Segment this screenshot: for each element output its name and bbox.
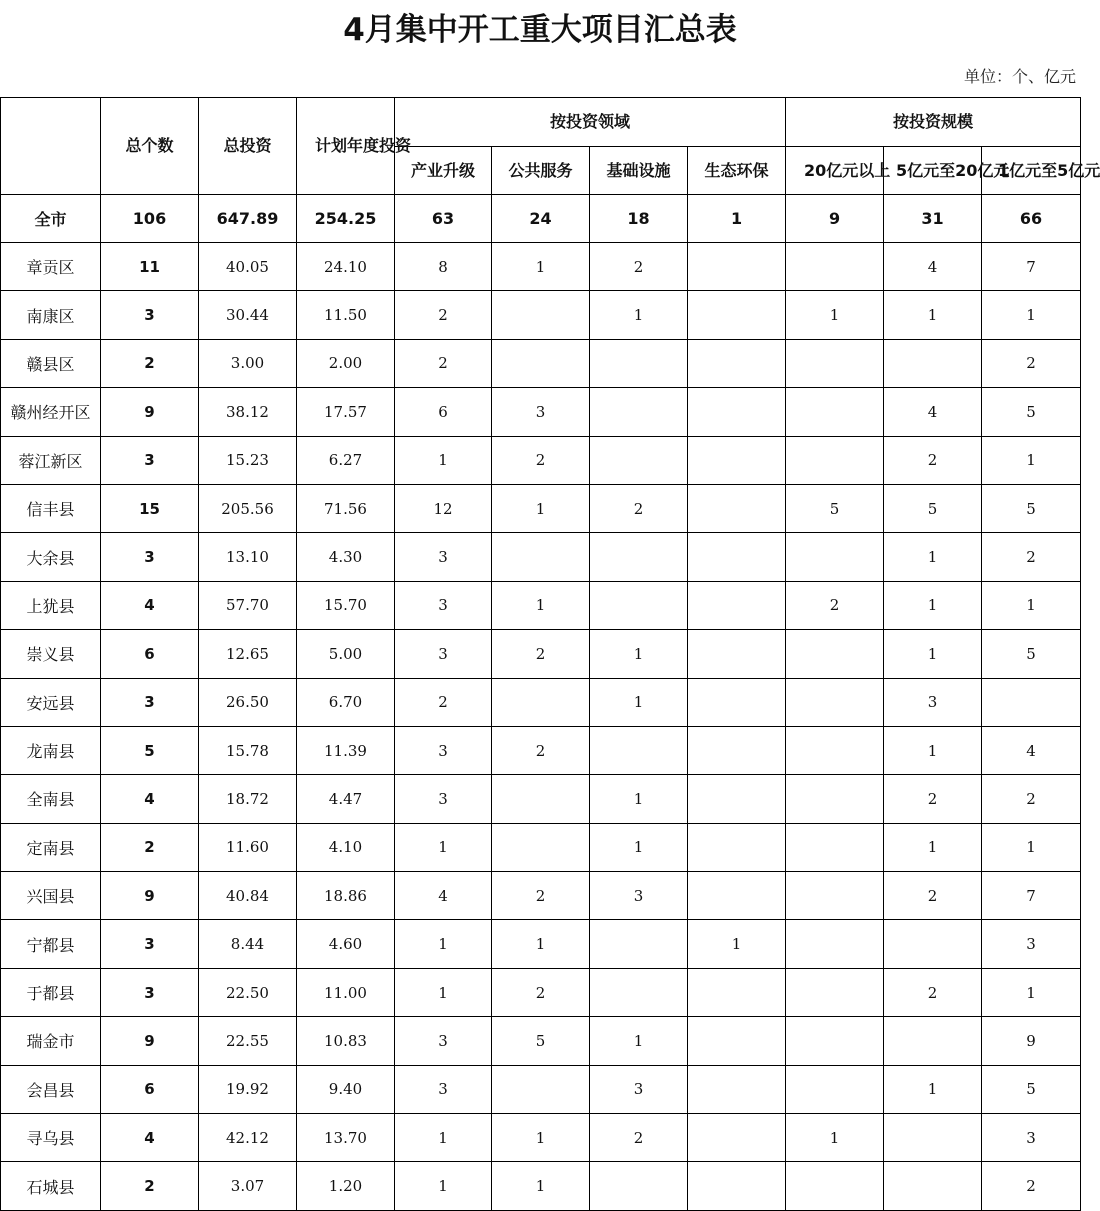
row-field-industry: 2 [395,339,492,387]
row-field-eco [688,1017,786,1065]
row-count: 2 [101,339,199,387]
row-field-industry: 3 [395,533,492,581]
row-field-industry: 1 [395,920,492,968]
row-count: 9 [101,388,199,436]
table-row [1,436,1081,484]
row-field-public: 2 [492,872,590,920]
total-annual: 254.25 [297,195,395,243]
row-count: 2 [101,823,199,871]
row-investment: 30.44 [199,291,297,339]
row-name: 寻乌县 [1,1114,101,1162]
total-field-public: 24 [492,195,590,243]
row-scale-1to5: 9 [982,1017,1081,1065]
row-investment: 12.65 [199,630,297,678]
row-field-infra [590,920,688,968]
row-field-eco [688,1065,786,1113]
table-row [1,1114,1081,1162]
row-name: 全南县 [1,775,101,823]
row-scale-20plus [786,1017,884,1065]
row-annual: 4.47 [297,775,395,823]
row-investment: 19.92 [199,1065,297,1113]
header-corner [1,98,101,195]
table-row [1,823,1081,871]
row-field-industry: 8 [395,243,492,291]
row-field-eco [688,775,786,823]
row-annual: 18.86 [297,872,395,920]
row-scale-5to20: 2 [884,968,982,1016]
row-field-infra [590,581,688,629]
row-annual: 15.70 [297,581,395,629]
table-row [1,678,1081,726]
row-field-infra: 2 [590,243,688,291]
row-scale-1to5: 1 [982,968,1081,1016]
row-field-infra [590,968,688,1016]
row-scale-1to5: 4 [982,726,1081,774]
row-scale-20plus [786,533,884,581]
row-field-eco [688,339,786,387]
row-field-eco [688,823,786,871]
row-field-public: 1 [492,243,590,291]
row-investment: 18.72 [199,775,297,823]
row-field-public: 3 [492,388,590,436]
row-count: 9 [101,1017,199,1065]
header-total-investment: 总投资 [199,98,297,195]
row-scale-1to5: 5 [982,1065,1081,1113]
row-scale-20plus [786,388,884,436]
row-field-public [492,775,590,823]
row-annual: 1.20 [297,1162,395,1210]
table-row [1,1162,1081,1210]
row-count: 3 [101,968,199,1016]
row-field-eco [688,1162,786,1210]
row-field-industry: 1 [395,436,492,484]
row-scale-5to20: 2 [884,872,982,920]
row-scale-1to5: 1 [982,823,1081,871]
row-field-eco [688,872,786,920]
table-row [1,630,1081,678]
table-row [1,1017,1081,1065]
table-row [1,726,1081,774]
row-field-infra: 1 [590,1017,688,1065]
row-investment: 38.12 [199,388,297,436]
row-annual: 10.83 [297,1017,395,1065]
row-scale-20plus [786,436,884,484]
row-field-eco [688,630,786,678]
row-annual: 13.70 [297,1114,395,1162]
row-scale-1to5: 2 [982,533,1081,581]
row-scale-20plus [786,339,884,387]
row-count: 3 [101,436,199,484]
header-field-industry: 产业升级 [395,147,492,195]
row-scale-20plus: 5 [786,484,884,532]
row-scale-1to5: 3 [982,920,1081,968]
row-field-public: 1 [492,484,590,532]
unit-note: 单位：个、亿元 [963,67,1076,86]
row-field-public [492,823,590,871]
row-name: 石城县 [1,1162,101,1210]
row-scale-5to20: 1 [884,823,982,871]
row-annual: 4.10 [297,823,395,871]
row-annual: 71.56 [297,484,395,532]
page-title: 4月集中开工重大项目汇总表 [343,12,737,48]
row-field-infra: 1 [590,678,688,726]
row-scale-5to20: 1 [884,1065,982,1113]
row-name: 章贡区 [1,243,101,291]
table-row [1,388,1081,436]
row-field-public: 1 [492,581,590,629]
row-scale-20plus [786,1065,884,1113]
table-row [1,775,1081,823]
row-investment: 40.84 [199,872,297,920]
row-scale-5to20: 1 [884,291,982,339]
row-field-infra: 1 [590,291,688,339]
row-annual: 6.70 [297,678,395,726]
row-scale-5to20 [884,920,982,968]
row-annual: 11.39 [297,726,395,774]
header-by-field: 按投资领域 [395,98,786,147]
row-count: 3 [101,291,199,339]
row-field-industry: 1 [395,823,492,871]
row-count: 15 [101,484,199,532]
row-field-public: 1 [492,920,590,968]
row-investment: 8.44 [199,920,297,968]
row-field-public [492,678,590,726]
table-row [1,920,1081,968]
row-field-infra [590,339,688,387]
row-field-public [492,291,590,339]
row-field-infra [590,533,688,581]
row-investment: 42.12 [199,1114,297,1162]
row-investment: 22.50 [199,968,297,1016]
table-row [1,484,1081,532]
row-field-public [492,339,590,387]
row-field-eco: 1 [688,920,786,968]
row-name: 瑞金市 [1,1017,101,1065]
row-scale-1to5: 3 [982,1114,1081,1162]
header-field-infra: 基础设施 [590,147,688,195]
row-field-public: 1 [492,1162,590,1210]
row-field-eco [688,678,786,726]
row-scale-1to5: 7 [982,243,1081,291]
row-field-public: 2 [492,726,590,774]
row-count: 2 [101,1162,199,1210]
header-scale-1to5: 1亿元至5亿元 [982,147,1081,195]
row-investment: 40.05 [199,243,297,291]
row-field-infra: 1 [590,823,688,871]
row-investment: 3.00 [199,339,297,387]
row-scale-5to20: 3 [884,678,982,726]
total-row [1,195,1081,243]
row-scale-20plus [786,968,884,1016]
row-name: 龙南县 [1,726,101,774]
row-scale-1to5: 7 [982,872,1081,920]
row-annual: 6.27 [297,436,395,484]
row-name: 定南县 [1,823,101,871]
row-field-industry: 2 [395,678,492,726]
row-scale-5to20 [884,1114,982,1162]
row-investment: 13.10 [199,533,297,581]
table-row [1,581,1081,629]
table-row [1,291,1081,339]
row-name: 赣县区 [1,339,101,387]
row-investment: 15.23 [199,436,297,484]
row-count: 3 [101,533,199,581]
total-scale-5to20: 31 [884,195,982,243]
row-count: 4 [101,1114,199,1162]
row-field-industry: 1 [395,1114,492,1162]
row-scale-1to5: 2 [982,339,1081,387]
row-scale-5to20 [884,339,982,387]
row-scale-20plus [786,726,884,774]
row-field-industry: 3 [395,726,492,774]
row-field-infra [590,726,688,774]
row-scale-20plus [786,823,884,871]
row-field-eco [688,968,786,1016]
row-field-industry: 2 [395,291,492,339]
row-field-industry: 3 [395,775,492,823]
row-scale-1to5: 2 [982,775,1081,823]
row-scale-1to5: 2 [982,1162,1081,1210]
table-row [1,968,1081,1016]
row-name: 上犹县 [1,581,101,629]
total-field-industry: 63 [395,195,492,243]
row-annual: 17.57 [297,388,395,436]
row-investment: 15.78 [199,726,297,774]
row-investment: 11.60 [199,823,297,871]
row-scale-5to20: 5 [884,484,982,532]
row-field-industry: 12 [395,484,492,532]
row-scale-20plus [786,678,884,726]
row-name: 兴国县 [1,872,101,920]
row-annual: 11.00 [297,968,395,1016]
row-scale-20plus [786,775,884,823]
row-field-infra: 1 [590,630,688,678]
header-planned-annual: 计划年度投资 [297,98,395,195]
row-name: 南康区 [1,291,101,339]
row-scale-20plus: 1 [786,1114,884,1162]
row-scale-20plus: 2 [786,581,884,629]
row-field-eco [688,484,786,532]
row-field-infra: 3 [590,872,688,920]
row-name: 于都县 [1,968,101,1016]
row-scale-1to5: 5 [982,388,1081,436]
row-count: 11 [101,243,199,291]
row-field-industry: 3 [395,1065,492,1113]
row-field-public: 5 [492,1017,590,1065]
row-scale-5to20: 1 [884,581,982,629]
row-scale-1to5: 1 [982,581,1081,629]
row-scale-1to5: 1 [982,436,1081,484]
row-annual: 4.30 [297,533,395,581]
total-count: 106 [101,195,199,243]
row-investment: 26.50 [199,678,297,726]
row-field-public: 2 [492,630,590,678]
row-field-eco [688,1114,786,1162]
row-name: 信丰县 [1,484,101,532]
row-field-public [492,533,590,581]
row-annual: 2.00 [297,339,395,387]
row-field-eco [688,533,786,581]
row-field-industry: 3 [395,1017,492,1065]
row-name: 大余县 [1,533,101,581]
row-field-infra [590,436,688,484]
row-field-infra: 2 [590,484,688,532]
row-count: 3 [101,920,199,968]
row-annual: 5.00 [297,630,395,678]
total-investment: 647.89 [199,195,297,243]
row-scale-1to5: 1 [982,291,1081,339]
row-field-infra [590,388,688,436]
row-name: 安远县 [1,678,101,726]
row-field-eco [688,581,786,629]
row-field-eco [688,436,786,484]
row-scale-1to5: 5 [982,484,1081,532]
row-field-eco [688,291,786,339]
row-field-eco [688,388,786,436]
row-field-industry: 6 [395,388,492,436]
row-investment: 57.70 [199,581,297,629]
row-name: 崇义县 [1,630,101,678]
row-field-industry: 1 [395,968,492,1016]
row-field-public: 2 [492,968,590,1016]
header-scale-20plus: 20亿元以上 [786,147,884,195]
header-by-scale: 按投资规模 [786,98,1081,147]
row-field-eco [688,726,786,774]
row-count: 4 [101,775,199,823]
row-scale-5to20: 1 [884,630,982,678]
total-scale-1to5: 66 [982,195,1081,243]
table-row [1,339,1081,387]
row-annual: 24.10 [297,243,395,291]
row-field-industry: 4 [395,872,492,920]
row-name: 赣州经开区 [1,388,101,436]
row-scale-20plus [786,920,884,968]
row-scale-5to20 [884,1017,982,1065]
row-scale-20plus [786,872,884,920]
total-name: 全市 [1,195,101,243]
row-field-public: 2 [492,436,590,484]
row-scale-5to20: 4 [884,243,982,291]
row-scale-1to5: 5 [982,630,1081,678]
row-annual: 11.50 [297,291,395,339]
row-name: 蓉江新区 [1,436,101,484]
header-total-count: 总个数 [101,98,199,195]
row-count: 5 [101,726,199,774]
row-count: 6 [101,630,199,678]
row-field-infra: 2 [590,1114,688,1162]
row-field-public: 1 [492,1114,590,1162]
table-row [1,872,1081,920]
row-field-industry: 3 [395,581,492,629]
row-annual: 4.60 [297,920,395,968]
row-annual: 9.40 [297,1065,395,1113]
row-name: 宁都县 [1,920,101,968]
row-investment: 3.07 [199,1162,297,1210]
row-name: 会昌县 [1,1065,101,1113]
row-field-infra: 3 [590,1065,688,1113]
row-count: 9 [101,872,199,920]
table-row [1,533,1081,581]
summary-table [0,97,1100,1211]
row-scale-5to20: 1 [884,533,982,581]
row-scale-5to20: 2 [884,775,982,823]
row-count: 6 [101,1065,199,1113]
total-field-infra: 18 [590,195,688,243]
row-field-infra: 1 [590,775,688,823]
row-field-infra [590,1162,688,1210]
row-field-public [492,1065,590,1113]
total-scale-20plus: 9 [786,195,884,243]
header-field-public: 公共服务 [492,147,590,195]
row-count: 4 [101,581,199,629]
row-count: 3 [101,678,199,726]
row-scale-1to5 [982,678,1081,726]
header-field-eco: 生态环保 [688,147,786,195]
row-scale-20plus [786,243,884,291]
row-scale-20plus [786,630,884,678]
row-investment: 205.56 [199,484,297,532]
table-row [1,1065,1081,1113]
row-field-industry: 1 [395,1162,492,1210]
total-field-eco: 1 [688,195,786,243]
row-field-eco [688,243,786,291]
row-scale-5to20: 1 [884,726,982,774]
table-row [1,243,1081,291]
row-scale-5to20 [884,1162,982,1210]
row-scale-5to20: 4 [884,388,982,436]
row-investment: 22.55 [199,1017,297,1065]
row-field-industry: 3 [395,630,492,678]
row-scale-5to20: 2 [884,436,982,484]
header-scale-5to20: 5亿元至20亿元 [884,147,982,195]
row-scale-20plus: 1 [786,291,884,339]
row-scale-20plus [786,1162,884,1210]
